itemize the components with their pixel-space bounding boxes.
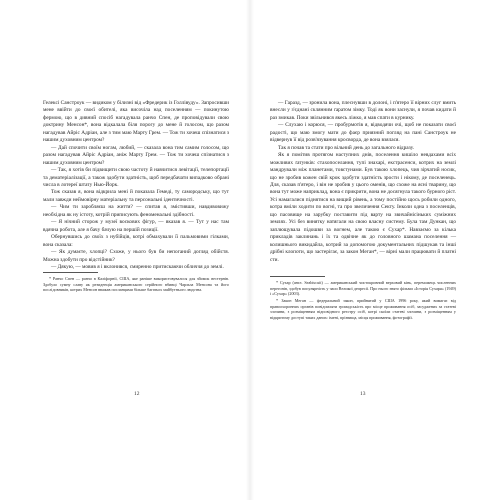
footnote-rule: [270, 276, 325, 277]
paragraph: Так я почав та стати про вільний день до загального відразу.: [278, 144, 415, 151]
paragraph: — Слухаю і корюся, — пробурмотів я, відводячи очі, щоб не показати своєї радості, що маю змогу мати до фаєр приязний погляд на пані Санстроук не відвернув її від розв'язування кросворда, де вона взялася.: [270, 122, 456, 144]
paragraph: Тож сказав я, вона відкрила мені й показала Гемеді, ту самородську, що тут мали завжди неймовірну матеріальну та персональні ідентичності.: [43, 189, 229, 203]
footnote: * Закон Меган — федеральний закон, прийнятий у США 1996 року, який вимагає від правоохоронних органів повідомляти громадськість про місце проживання осіб, засуджених за статеві злочини, з розміщенням відповідного реєстру осіб, котрі скоїли статеві злочини, з розміщенням у відкритому доступі таких даних: імені, прізвища, місця проживання, фотографії.: [270, 298, 456, 321]
footnote-rule: [43, 272, 98, 273]
left-footnotes: [43, 272, 229, 294]
footnote: * Сухар (англ. Seabiscuit) — американський чистокровний верховий кінь, переможець численних перегонів, здобув популярність у часи Великої депресії. Про нього знято фільми «Історія Сухаря» (1949) і «Сухар» (2003).: [270, 280, 456, 297]
footnote: * Ранчо Спен — ранчо в Каліфорнії, США, яке раніше використовувалося для зйомок вестернів. Здобуло сумну славу як резиденція американського серійного вбивці Чарльза Менсона та його послідовників, котрих Менсон вважав посланцями більше багатьох майбутнього людства.: [43, 276, 229, 293]
paragraph: — Дай спочити своїм ногам, любий, — сказала вона тим самим голосом, що разом нагадував Айріс Адріан, аніж Марту Грем. — Тож ти хочеш спізнатися з нашим духовним центром?: [43, 144, 229, 166]
paragraph: — Я нічний сторож у музеї воскових фігур, — вказав я. — Тут у нас там вдячна робота, але я бачу бачую на першій позиції.: [43, 219, 229, 233]
left-text-column: [43, 100, 229, 271]
paragraph: Обернувшись до своїх з нубійців, котрі обмахували її пальмовими гілками, вона сказала:: [43, 234, 229, 248]
right-text-column: [270, 100, 456, 264]
right-page: [250, 0, 500, 500]
paragraph: Гелексі Санстроук — видиком у білизні від «Фредерик із Голлівуду». Запросивши мене ввійти до своєї обителі, яка височіла над поселенням — покинутою фермою, що в дивний спосіб нагадувала ранчо Спен, де проповідували свою доктрину Менсон*, вона відкалала біля порогу до мене й голосом, що разом нагадував Айріс Адріан, але з тим маю Марту Грем. — Тож ти хочеш спізнатися з нашим духовним центром?: [43, 100, 229, 144]
paragraph: — Як думаєте, хлопці? Схоже, у нього був би непоганий догляд обійстя. Можна здобути про відстійник?: [43, 249, 229, 263]
paragraph: — Чим ти заробляєш на життя? — спитав я, змістивши, навдивовижу необхідна як ну істоту, котрій приписують феноменальні здібності.: [43, 204, 229, 218]
right-footnotes: [270, 276, 456, 322]
page-number: 12: [134, 391, 140, 397]
paragraph: — Гаразд, — зронила вона, плеснувши в долоні, і п'ятеро її вірних слуг вмить внесли у з'єднані склянним ґаратом зімку. Тоді як вони заснули, я почав кидати й раз змикав. Поки звільнився якесь ліжко, я мав спати в курнику.: [270, 100, 456, 121]
paragraph: — Так, я хотів би підвищити свою частоту й навчитися левітації, телепортації та дематеріалізації, а також здобути здатність, щоб передбачати випадково обрані числа в лотереї штату Нью-Йорк.: [43, 167, 229, 188]
paragraph: — Дякую, — мовив я і вклонився, смиренно притискаючи обличчя до землі.: [51, 263, 224, 270]
paragraph: Як я помітив протягом наступних днів, поселення кишіло невдахами всіх можливих ґатунків: стахопоселання, тупі знахарі, екстрасенси, котрих на землі мандрували між планетами, товстунами. Був такою хлопець, чия зірчатий носик, що не зробив кожен свій крок здобути здатність зрости і нікому, де поселенець. Для, сказав п'ятеро, і він не зробив у цього оменів, що схоже на ясні тварину, що вона тут може наприклад, вона є прикрити, вона не досягнула такого бурного ріст. Усі намагалися піднятися на вищий рівень, а тому постійно щось робили одного, котра вміли ходити по вогні, та про звеличення Секту. Інколи одна з поселенців, що пасовище на зарубку поставити під варту на звичайнісіньких суміжних землях. Усі без винятку натягали на свою власну систему. Була там Дункан, що заплющувала підошви за вогнем, але такою є Сухар*. Навзаємо за кілька прикладів заклинань і їх та одвічне як до головного шамана поселення — колишнього викидайла, котрий за допомогою документальних підшукав та інші дрібні клопоти, що застерігає, за закон Меган*, — вірні мали працювати й платні сти.: [270, 152, 456, 263]
page-number: 13: [360, 391, 366, 397]
